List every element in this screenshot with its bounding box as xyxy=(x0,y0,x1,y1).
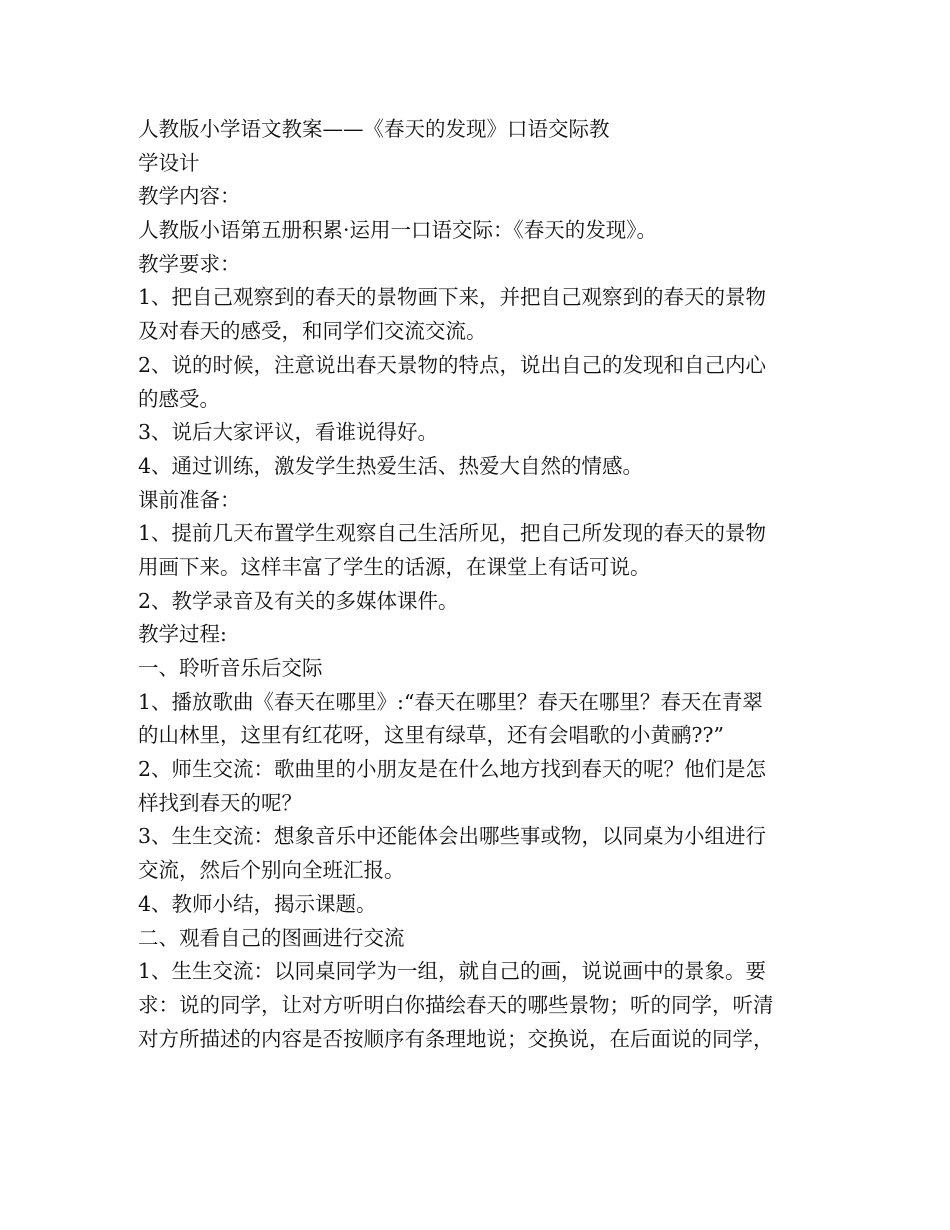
subsection-heading-music: 一、聆听音乐后交际 xyxy=(138,656,323,680)
document-title-line-2: 学设计 xyxy=(138,150,200,175)
paragraph-line: 及对春天的感受，和同学们交流交流。 xyxy=(138,319,487,344)
paragraph-line: 的感受。 xyxy=(138,386,220,411)
paragraph-line: 3、说后大家评议，看谁说得好。 xyxy=(138,420,439,445)
paragraph-line: 2、教学录音及有关的多媒体课件。 xyxy=(138,588,459,613)
paragraph-line: 1、提前几天布置学生观察自己生活所见，把自己所发现的春天的景物 xyxy=(138,521,767,546)
document-body xyxy=(138,113,818,1056)
paragraph-line: 1、生生交流：以同桌同学为一组，就自己的画，说说画中的景象。要 xyxy=(138,959,767,984)
paragraph-line: 对方所描述的内容是否按顺序有条理地说；交换说，在后面说的同学， xyxy=(138,1026,774,1051)
paragraph-line: 人教版小语第五册积累·运用一口语交际：《春天的发现》。 xyxy=(138,218,658,243)
section-heading-content: 教学内容： xyxy=(138,184,241,209)
paragraph-line: 求：说的同学，让对方听明白你描绘春天的哪些景物；听的同学，听清 xyxy=(138,992,774,1017)
section-heading-requirements: 教学要求： xyxy=(138,251,241,276)
paragraph-line: 2、说的时候，注意说出春天景物的特点，说出自己的发现和自己内心 xyxy=(138,352,767,377)
subsection-heading-pictures: 二、观看自己的图画进行交流 xyxy=(138,925,405,950)
paragraph-line: 1、把自己观察到的春天的景物画下来，并把自己观察到的春天的景物 xyxy=(138,285,767,310)
paragraph-line: 1、播放歌曲《春天在哪里》:“春天在哪里？春天在哪里？春天在青翠 xyxy=(138,689,763,714)
paragraph-line: 2、师生交流：歌曲里的小朋友是在什么地方找到春天的呢？他们是怎 xyxy=(138,757,767,782)
section-heading-preparation: 课前准备： xyxy=(138,487,241,512)
paragraph-line: 的山林里，这里有红花呀，这里有绿草，还有会唱歌的小黄鹂??” xyxy=(138,723,724,748)
paragraph-line: 4、通过训练，激发学生热爱生活、热爱大自然的情感。 xyxy=(138,453,644,478)
paragraph-line: 用画下来。这样丰富了学生的话源，在课堂上有话可说。 xyxy=(138,554,651,579)
paragraph-line: 3、生生交流：想象音乐中还能体会出哪些事或物，以同桌为小组进行 xyxy=(138,824,767,849)
paragraph-line: 样找到春天的呢？ xyxy=(138,790,302,815)
paragraph-line: 4、教师小结，揭示课题。 xyxy=(138,891,377,916)
paragraph-line: 交流，然后个别向全班汇报。 xyxy=(138,858,405,883)
section-heading-process: 教学过程: xyxy=(138,622,227,647)
document-title-line-1: 人教版小学语文教案——《春天的发现》口语交际教 xyxy=(138,117,610,141)
